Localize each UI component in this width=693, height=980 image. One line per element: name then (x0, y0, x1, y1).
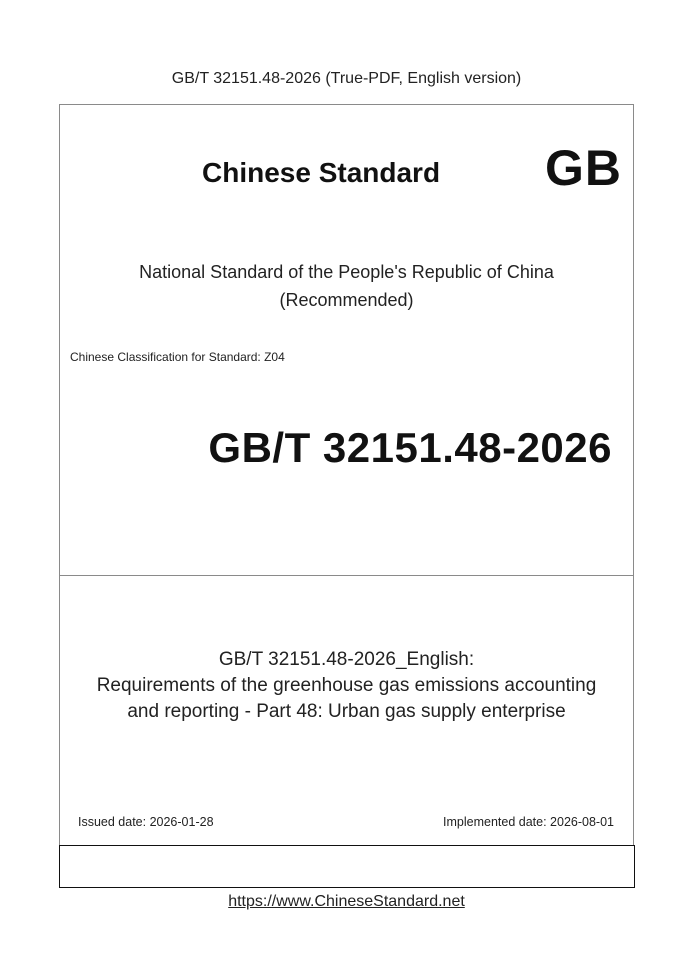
national-line-1: National Standard of the People's Republic of China (139, 262, 554, 282)
description-line-2: Requirements of the greenhouse gas emissions accounting (96, 675, 597, 696)
document-header-title: GB/T 32151.48-2026 (True-PDF, English version) (171, 70, 522, 87)
cover-footer-box (59, 845, 635, 888)
description-line-1: GB/T 32151.48-2026_English: (218, 649, 475, 670)
classification-label: Chinese Classification for Standard: Z04 (70, 350, 285, 364)
national-line-2: (Recommended) (279, 290, 414, 310)
standard-description (59, 647, 634, 725)
description-line-3: and reporting - Part 48: Urban gas supply enterprise (127, 701, 566, 722)
cover-heading: Chinese Standard (202, 157, 441, 188)
standard-number: GB/T 32151.48-2026 (208, 424, 612, 471)
national-standard-title (59, 258, 634, 314)
issued-date: Issued date: 2026-01-28 (78, 815, 214, 829)
gb-logo: GB (545, 140, 622, 196)
website-link[interactable]: https://www.ChineseStandard.net (228, 893, 465, 910)
implemented-date: Implemented date: 2026-08-01 (443, 815, 614, 829)
